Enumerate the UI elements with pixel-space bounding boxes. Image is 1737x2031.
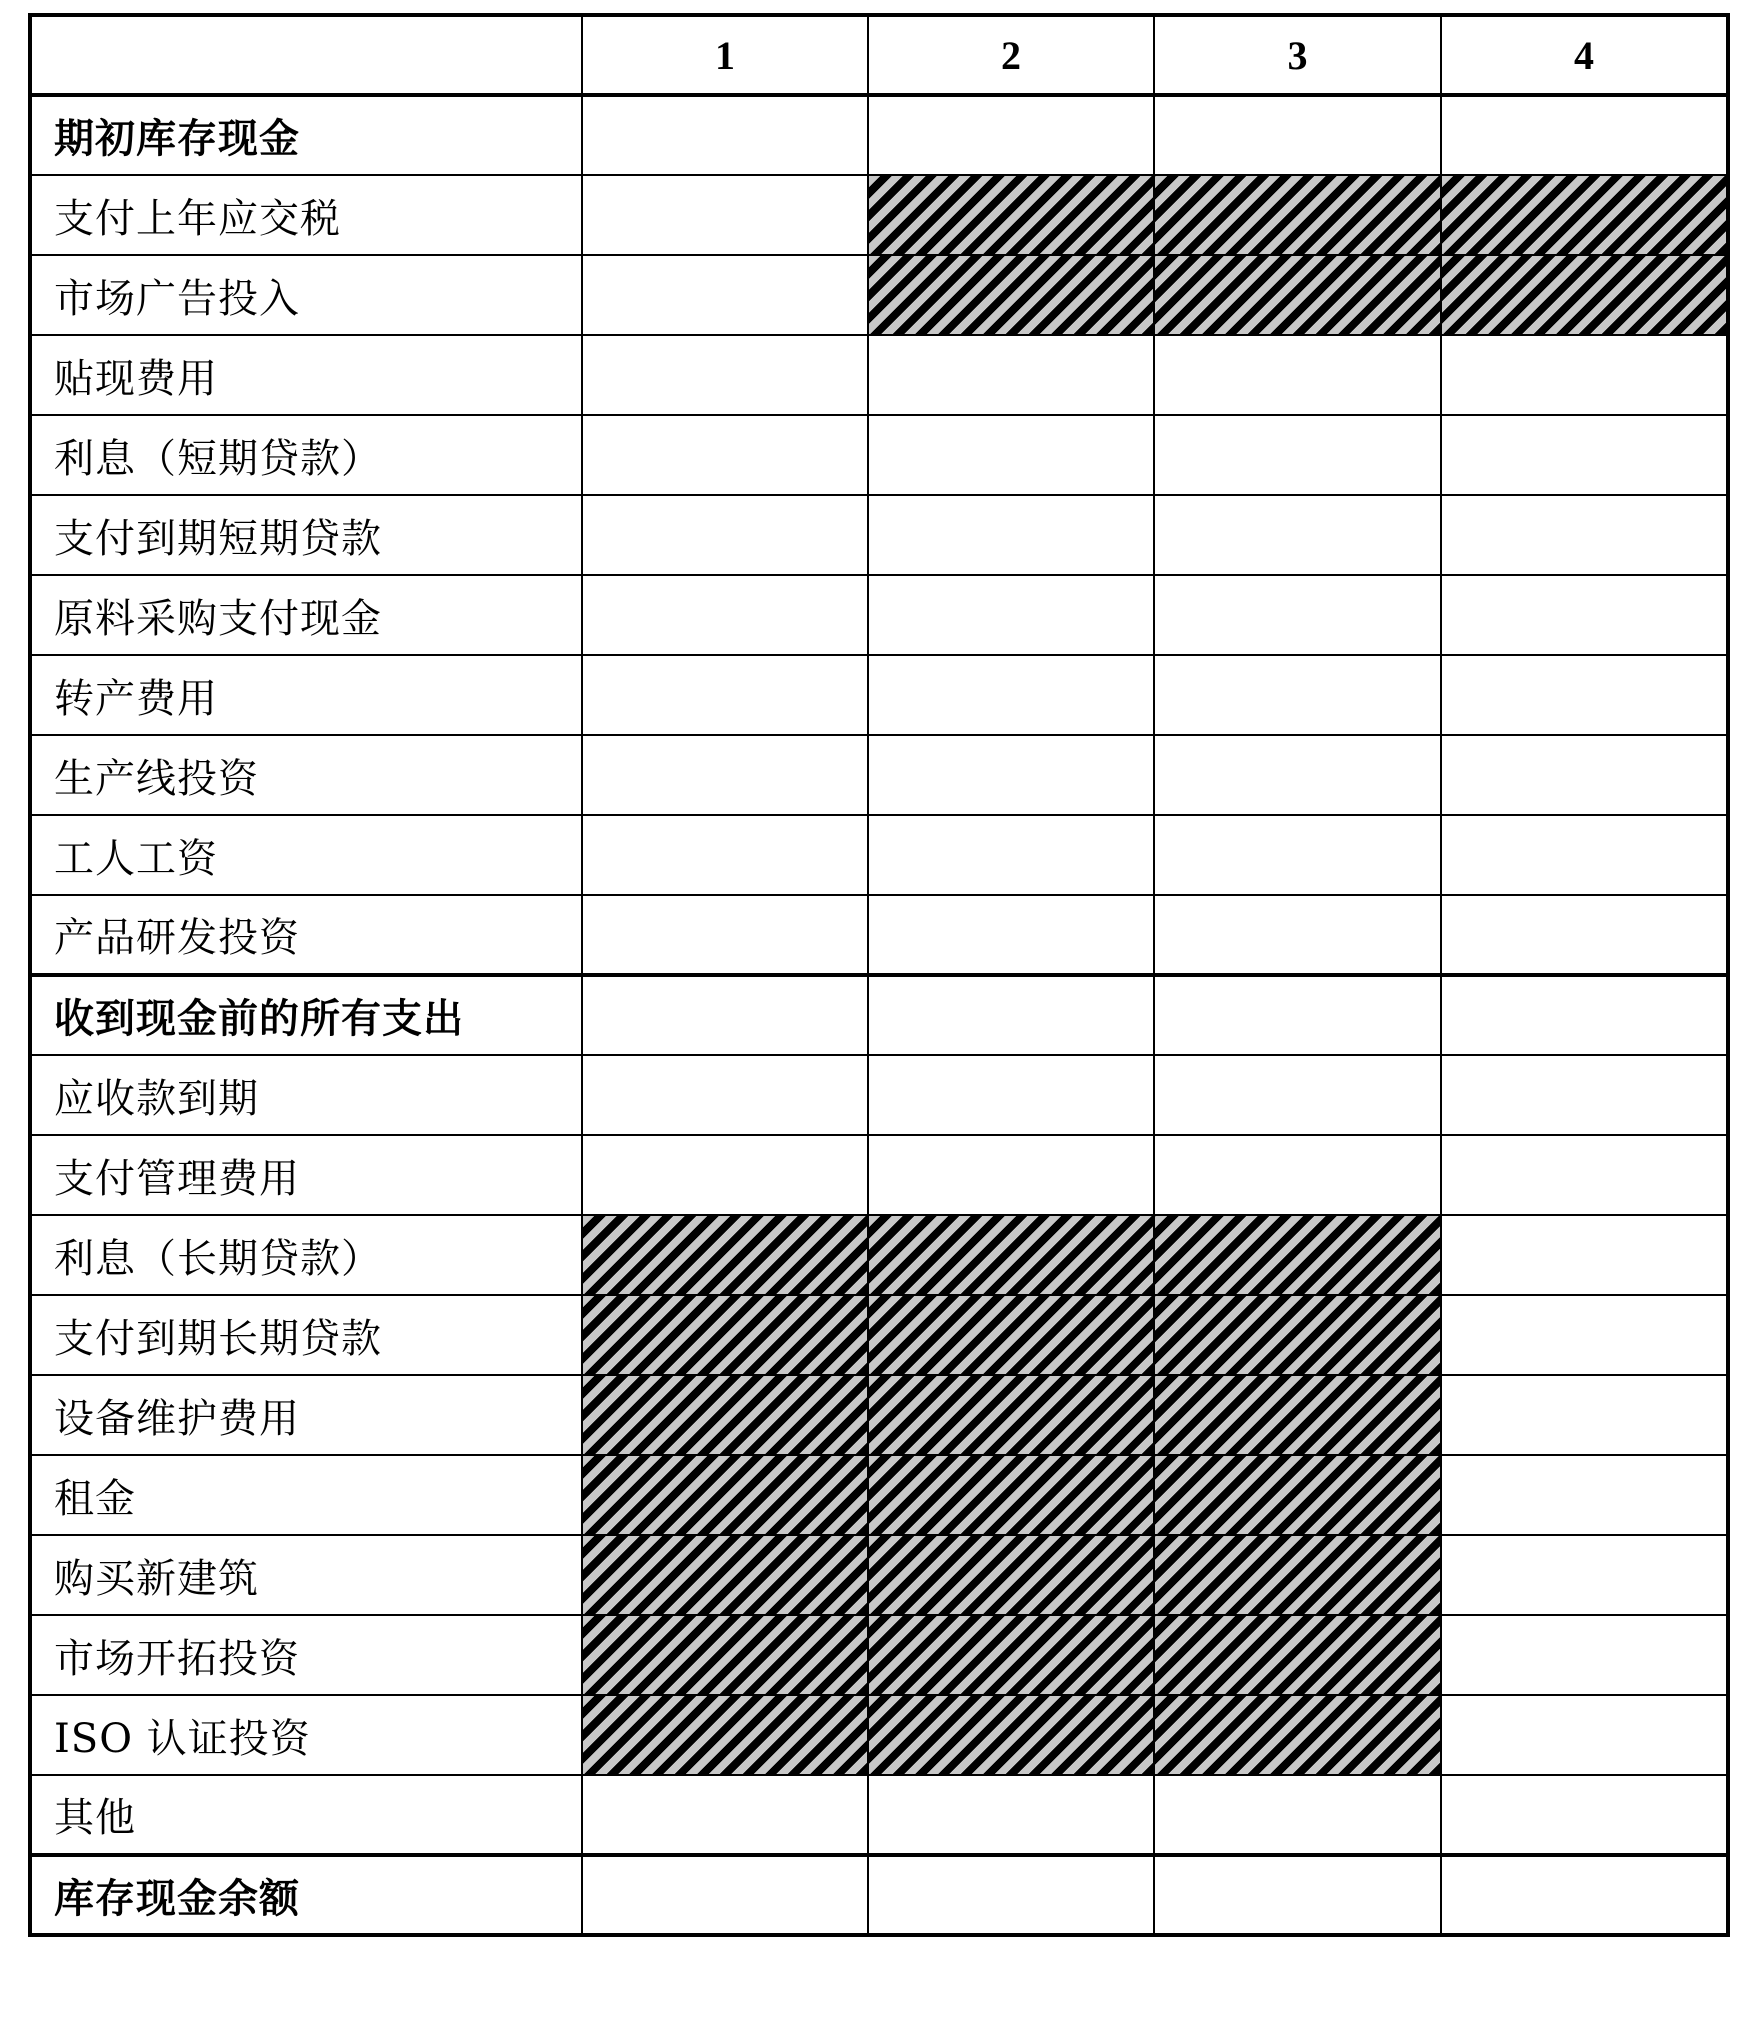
hatched-cell-q3 (1154, 1615, 1441, 1695)
table-row (30, 1615, 1728, 1695)
hatched-cell-q3 (1154, 1535, 1441, 1615)
row-label: 支付上年应交税 (30, 175, 582, 255)
hatched-cell-q1 (582, 1535, 868, 1615)
row-label: 设备维护费用 (30, 1375, 582, 1455)
row-label: 期初库存现金 (30, 95, 582, 175)
entry-cell-q3[interactable] (1154, 895, 1441, 975)
table-row (30, 735, 1728, 815)
entry-cell-q1[interactable] (582, 255, 868, 335)
row-label: 市场开拓投资 (30, 1615, 582, 1695)
cash-flow-table (28, 13, 1730, 1937)
table-row (30, 1695, 1728, 1775)
hatched-cell-q1 (582, 1215, 868, 1295)
entry-cell-q3[interactable] (1154, 975, 1441, 1055)
entry-cell-q1[interactable] (582, 655, 868, 735)
entry-cell-q4[interactable] (1441, 1215, 1728, 1295)
hatched-cell-q1 (582, 1615, 868, 1695)
entry-cell-q1[interactable] (582, 1775, 868, 1855)
table-row (30, 335, 1728, 415)
hatched-cell-q3 (1154, 175, 1441, 255)
entry-cell-q1[interactable] (582, 895, 868, 975)
row-label: 市场广告投入 (30, 255, 582, 335)
entry-cell-q3[interactable] (1154, 735, 1441, 815)
hatched-cell-q3 (1154, 1215, 1441, 1295)
entry-cell-q1[interactable] (582, 495, 868, 575)
table-row (30, 1775, 1728, 1855)
header-row (30, 15, 1728, 95)
table-row (30, 815, 1728, 895)
entry-cell-q2[interactable] (868, 1775, 1154, 1855)
entry-cell-q2[interactable] (868, 655, 1154, 735)
row-label: ISO 认证投资 (30, 1695, 582, 1775)
table-row (30, 1215, 1728, 1295)
entry-cell-q2[interactable] (868, 975, 1154, 1055)
entry-cell-q3[interactable] (1154, 1055, 1441, 1135)
entry-cell-q3[interactable] (1154, 1855, 1441, 1935)
entry-cell-q3[interactable] (1154, 655, 1441, 735)
entry-cell-q3[interactable] (1154, 1135, 1441, 1215)
entry-cell-q4[interactable] (1441, 815, 1728, 895)
row-label: 应收款到期 (30, 1055, 582, 1135)
row-label: 原料采购支付现金 (30, 575, 582, 655)
hatched-cell-q2 (868, 1295, 1154, 1375)
row-label: 库存现金余额 (30, 1855, 582, 1935)
row-label: 支付到期长期贷款 (30, 1295, 582, 1375)
row-label: 收到现金前的所有支出 (30, 975, 582, 1055)
row-label: 利息（短期贷款） (30, 415, 582, 495)
entry-cell-q2[interactable] (868, 415, 1154, 495)
entry-cell-q4[interactable] (1441, 895, 1728, 975)
row-label: 购买新建筑 (30, 1535, 582, 1615)
table-row (30, 575, 1728, 655)
hatched-cell-q2 (868, 1535, 1154, 1615)
entry-cell-q3[interactable] (1154, 575, 1441, 655)
table-row (30, 895, 1728, 975)
entry-cell-q4[interactable] (1441, 415, 1728, 495)
table-row (30, 175, 1728, 255)
entry-cell-q1[interactable] (582, 95, 868, 175)
table-row (30, 1295, 1728, 1375)
hatched-cell-q3 (1154, 255, 1441, 335)
entry-cell-q3[interactable] (1154, 335, 1441, 415)
entry-cell-q1[interactable] (582, 175, 868, 255)
entry-cell-q3[interactable] (1154, 495, 1441, 575)
entry-cell-q4[interactable] (1441, 1455, 1728, 1535)
table-row (30, 1535, 1728, 1615)
row-label: 转产费用 (30, 655, 582, 735)
hatched-cell-q4 (1441, 175, 1728, 255)
row-label: 支付管理费用 (30, 1135, 582, 1215)
table-row (30, 1455, 1728, 1535)
entry-cell-q3[interactable] (1154, 95, 1441, 175)
entry-cell-q4[interactable] (1441, 575, 1728, 655)
entry-cell-q4[interactable] (1441, 1375, 1728, 1455)
entry-cell-q3[interactable] (1154, 415, 1441, 495)
hatched-cell-q2 (868, 1695, 1154, 1775)
entry-cell-q1[interactable] (582, 815, 868, 895)
hatched-cell-q2 (868, 1455, 1154, 1535)
entry-cell-q1[interactable] (582, 975, 868, 1055)
entry-cell-q2[interactable] (868, 1055, 1154, 1135)
row-label: 工人工资 (30, 815, 582, 895)
entry-cell-q2[interactable] (868, 735, 1154, 815)
hatched-cell-q1 (582, 1695, 868, 1775)
table-row (30, 1855, 1728, 1935)
entry-cell-q1[interactable] (582, 415, 868, 495)
table-row (30, 655, 1728, 735)
entry-cell-q2[interactable] (868, 575, 1154, 655)
row-label: 租金 (30, 1455, 582, 1535)
hatched-cell-q1 (582, 1295, 868, 1375)
table-row (30, 1135, 1728, 1215)
entry-cell-q2[interactable] (868, 495, 1154, 575)
entry-cell-q1[interactable] (582, 575, 868, 655)
row-label: 利息（长期贷款） (30, 1215, 582, 1295)
entry-cell-q4[interactable] (1441, 735, 1728, 815)
hatched-cell-q1 (582, 1375, 868, 1455)
table-row (30, 415, 1728, 495)
hatched-cell-q2 (868, 1215, 1154, 1295)
entry-cell-q4[interactable] (1441, 1615, 1728, 1695)
entry-cell-q2[interactable] (868, 1855, 1154, 1935)
hatched-cell-q3 (1154, 1295, 1441, 1375)
hatched-cell-q2 (868, 255, 1154, 335)
entry-cell-q4[interactable] (1441, 655, 1728, 735)
entry-cell-q2[interactable] (868, 895, 1154, 975)
entry-cell-q4[interactable] (1441, 95, 1728, 175)
entry-cell-q2[interactable] (868, 1135, 1154, 1215)
table-row (30, 975, 1728, 1055)
entry-cell-q3[interactable] (1154, 1775, 1441, 1855)
row-label: 产品研发投资 (30, 895, 582, 975)
row-label: 生产线投资 (30, 735, 582, 815)
entry-cell-q4[interactable] (1441, 335, 1728, 415)
hatched-cell-q3 (1154, 1375, 1441, 1455)
hatched-cell-q2 (868, 1615, 1154, 1695)
hatched-cell-q3 (1154, 1455, 1441, 1535)
entry-cell-q1[interactable] (582, 1855, 868, 1935)
entry-cell-q4[interactable] (1441, 1695, 1728, 1775)
entry-cell-q4[interactable] (1441, 1855, 1728, 1935)
entry-cell-q2[interactable] (868, 335, 1154, 415)
entry-cell-q3[interactable] (1154, 815, 1441, 895)
hatched-cell-q2 (868, 1375, 1154, 1455)
entry-cell-q1[interactable] (582, 335, 868, 415)
entry-cell-q4[interactable] (1441, 1055, 1728, 1135)
entry-cell-q4[interactable] (1441, 1295, 1728, 1375)
entry-cell-q1[interactable] (582, 1135, 868, 1215)
hatched-cell-q1 (582, 1455, 868, 1535)
table-row (30, 95, 1728, 175)
entry-cell-q2[interactable] (868, 95, 1154, 175)
table-row (30, 1055, 1728, 1135)
hatched-cell-q3 (1154, 1695, 1441, 1775)
entry-cell-q4[interactable] (1441, 1775, 1728, 1855)
entry-cell-q1[interactable] (582, 735, 868, 815)
entry-cell-q1[interactable] (582, 1055, 868, 1135)
entry-cell-q4[interactable] (1441, 975, 1728, 1055)
entry-cell-q4[interactable] (1441, 1135, 1728, 1215)
hatched-cell-q4 (1441, 255, 1728, 335)
row-label: 支付到期短期贷款 (30, 495, 582, 575)
entry-cell-q4[interactable] (1441, 1535, 1728, 1615)
row-label: 贴现费用 (30, 335, 582, 415)
table-row (30, 255, 1728, 335)
header-corner-cell (30, 15, 582, 95)
table-body (30, 95, 1728, 1935)
header-quarter-3: 3 (1154, 15, 1441, 95)
header-quarter-2: 2 (868, 15, 1154, 95)
table-row (30, 1375, 1728, 1455)
entry-cell-q4[interactable] (1441, 495, 1728, 575)
header-quarter-4: 4 (1441, 15, 1728, 95)
hatched-cell-q2 (868, 175, 1154, 255)
entry-cell-q2[interactable] (868, 815, 1154, 895)
table-row (30, 495, 1728, 575)
row-label: 其他 (30, 1775, 582, 1855)
header-quarter-1: 1 (582, 15, 868, 95)
